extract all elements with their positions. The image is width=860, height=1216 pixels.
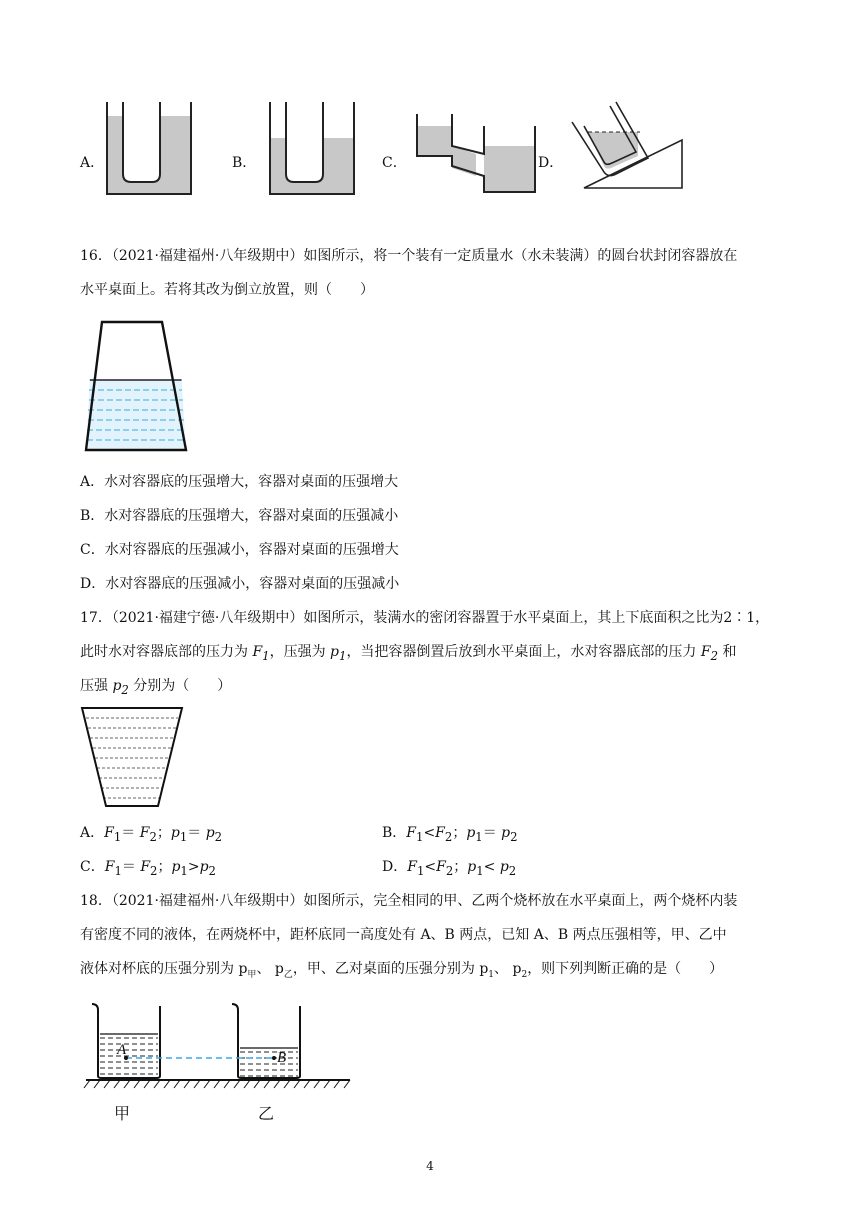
- q18-source: （2021·福建福州·八年级期中）: [111, 893, 304, 909]
- q17-stem-line1: [80, 608, 780, 628]
- q17-stem-text-2d: 和: [718, 644, 737, 660]
- q15-figure-a: [104, 100, 194, 198]
- q15-option-a-label: A．: [80, 155, 105, 171]
- q17-source: （2021·福建宁德·八年级期中）: [111, 610, 304, 626]
- q18-number: 18．: [80, 893, 112, 909]
- q17-symbol-F1: $F_1$: [252, 644, 270, 663]
- q17-stem-line2: [80, 642, 780, 666]
- q15-option-d-label: D．: [538, 155, 564, 171]
- q16-number: 16．: [80, 248, 112, 264]
- q16-option-d: D．水对容器底的压强减小，容器对桌面的压强减小: [80, 576, 400, 592]
- q18-stem-line1: [80, 891, 780, 911]
- q18-point-a-label: A: [117, 1042, 127, 1058]
- q17-stem-text-2a: 此时水对容器底部的压力为: [80, 644, 253, 660]
- q16-option-c: C．水对容器底的压强减小，容器对桌面的压强增大: [80, 542, 399, 558]
- q18-beaker-left-label: 甲: [114, 1104, 131, 1123]
- q18-beakers-figure: [84, 1000, 354, 1096]
- q17-option-b: B．$F_1<F_2$；$p_1= p_2$: [382, 825, 518, 844]
- q17-stem-text-3b: 分别为（ ）: [128, 678, 232, 694]
- q18-point-b-label: B: [277, 1050, 287, 1066]
- q17-container-figure: [80, 704, 184, 808]
- q16-source: （2021·福建福州·八年级期中）: [111, 248, 304, 264]
- q17-stem-text-2c: ，当把容器倒置后放到水平桌面上，水对容器底部的压力: [346, 644, 701, 660]
- q15-figure-c: [414, 108, 538, 196]
- q17-symbol-F2: $F_2$: [700, 644, 719, 663]
- q17-option-d: D．$F_1<F_2$；$p_1< p_2$: [382, 859, 517, 878]
- q17-stem-text-2b: ，压强为: [269, 644, 331, 660]
- q16-option-a: A．水对容器底的压强增大，容器对桌面的压强增大: [80, 474, 399, 490]
- q17-stem-line3: [80, 676, 780, 700]
- q16-frustum-container-figure: [84, 320, 188, 454]
- q17-stem-text-1: 如图所示，装满水的密闭容器置于水平桌面上，其上下底面积之比为2∶1，: [303, 610, 770, 626]
- q15-option-c-label: C．: [382, 155, 407, 171]
- page-number: 4: [426, 1159, 434, 1173]
- q15-figure-b: [267, 100, 357, 198]
- q16-option-b: B．水对容器底的压强增大，容器对桌面的压强减小: [80, 508, 399, 524]
- q17-option-c: C．$F_1= F_2$；$p_1>p_2$: [80, 859, 216, 878]
- q17-number: 17．: [80, 610, 112, 626]
- q18-beaker-right-label: 乙: [258, 1104, 275, 1123]
- q17-symbol-p2: $p_2$: [112, 678, 129, 697]
- q17-option-a: A．$F_1= F_2$；$p_1= p_2$: [80, 825, 223, 844]
- q17-stem-text-3a: 压强: [80, 678, 113, 694]
- q16-stem-text-1: 如图所示，将一个装有一定质量水（水未装满）的圆台状封闭容器放在: [303, 248, 738, 264]
- q16-stem-line1: [80, 246, 780, 266]
- q17-symbol-p1: $p_1$: [330, 644, 347, 663]
- q18-stem-line3: 液体对杯底的压强分别为 $p_甲$、 $p_乙$，甲、乙对桌面的压强分别为 $p_1$、 $p_2$，则下列判断正确的是（ ）: [80, 961, 724, 980]
- q15-option-b-label: B．: [232, 155, 257, 171]
- q15-figure-d: [566, 100, 690, 196]
- q18-stem-line2: 有密度不同的液体，在两烧杯中，距杯底同一高度处有 A、B 两点，已知 A、B 两点压强相等，甲、乙中: [80, 927, 727, 943]
- q16-stem-line2: 水平桌面上。若将其改为倒立放置，则（ ）: [80, 282, 374, 298]
- q18-stem-text-1: 如图所示，完全相同的甲、乙两个烧杯放在水平桌面上，两个烧杯内装: [303, 893, 738, 909]
